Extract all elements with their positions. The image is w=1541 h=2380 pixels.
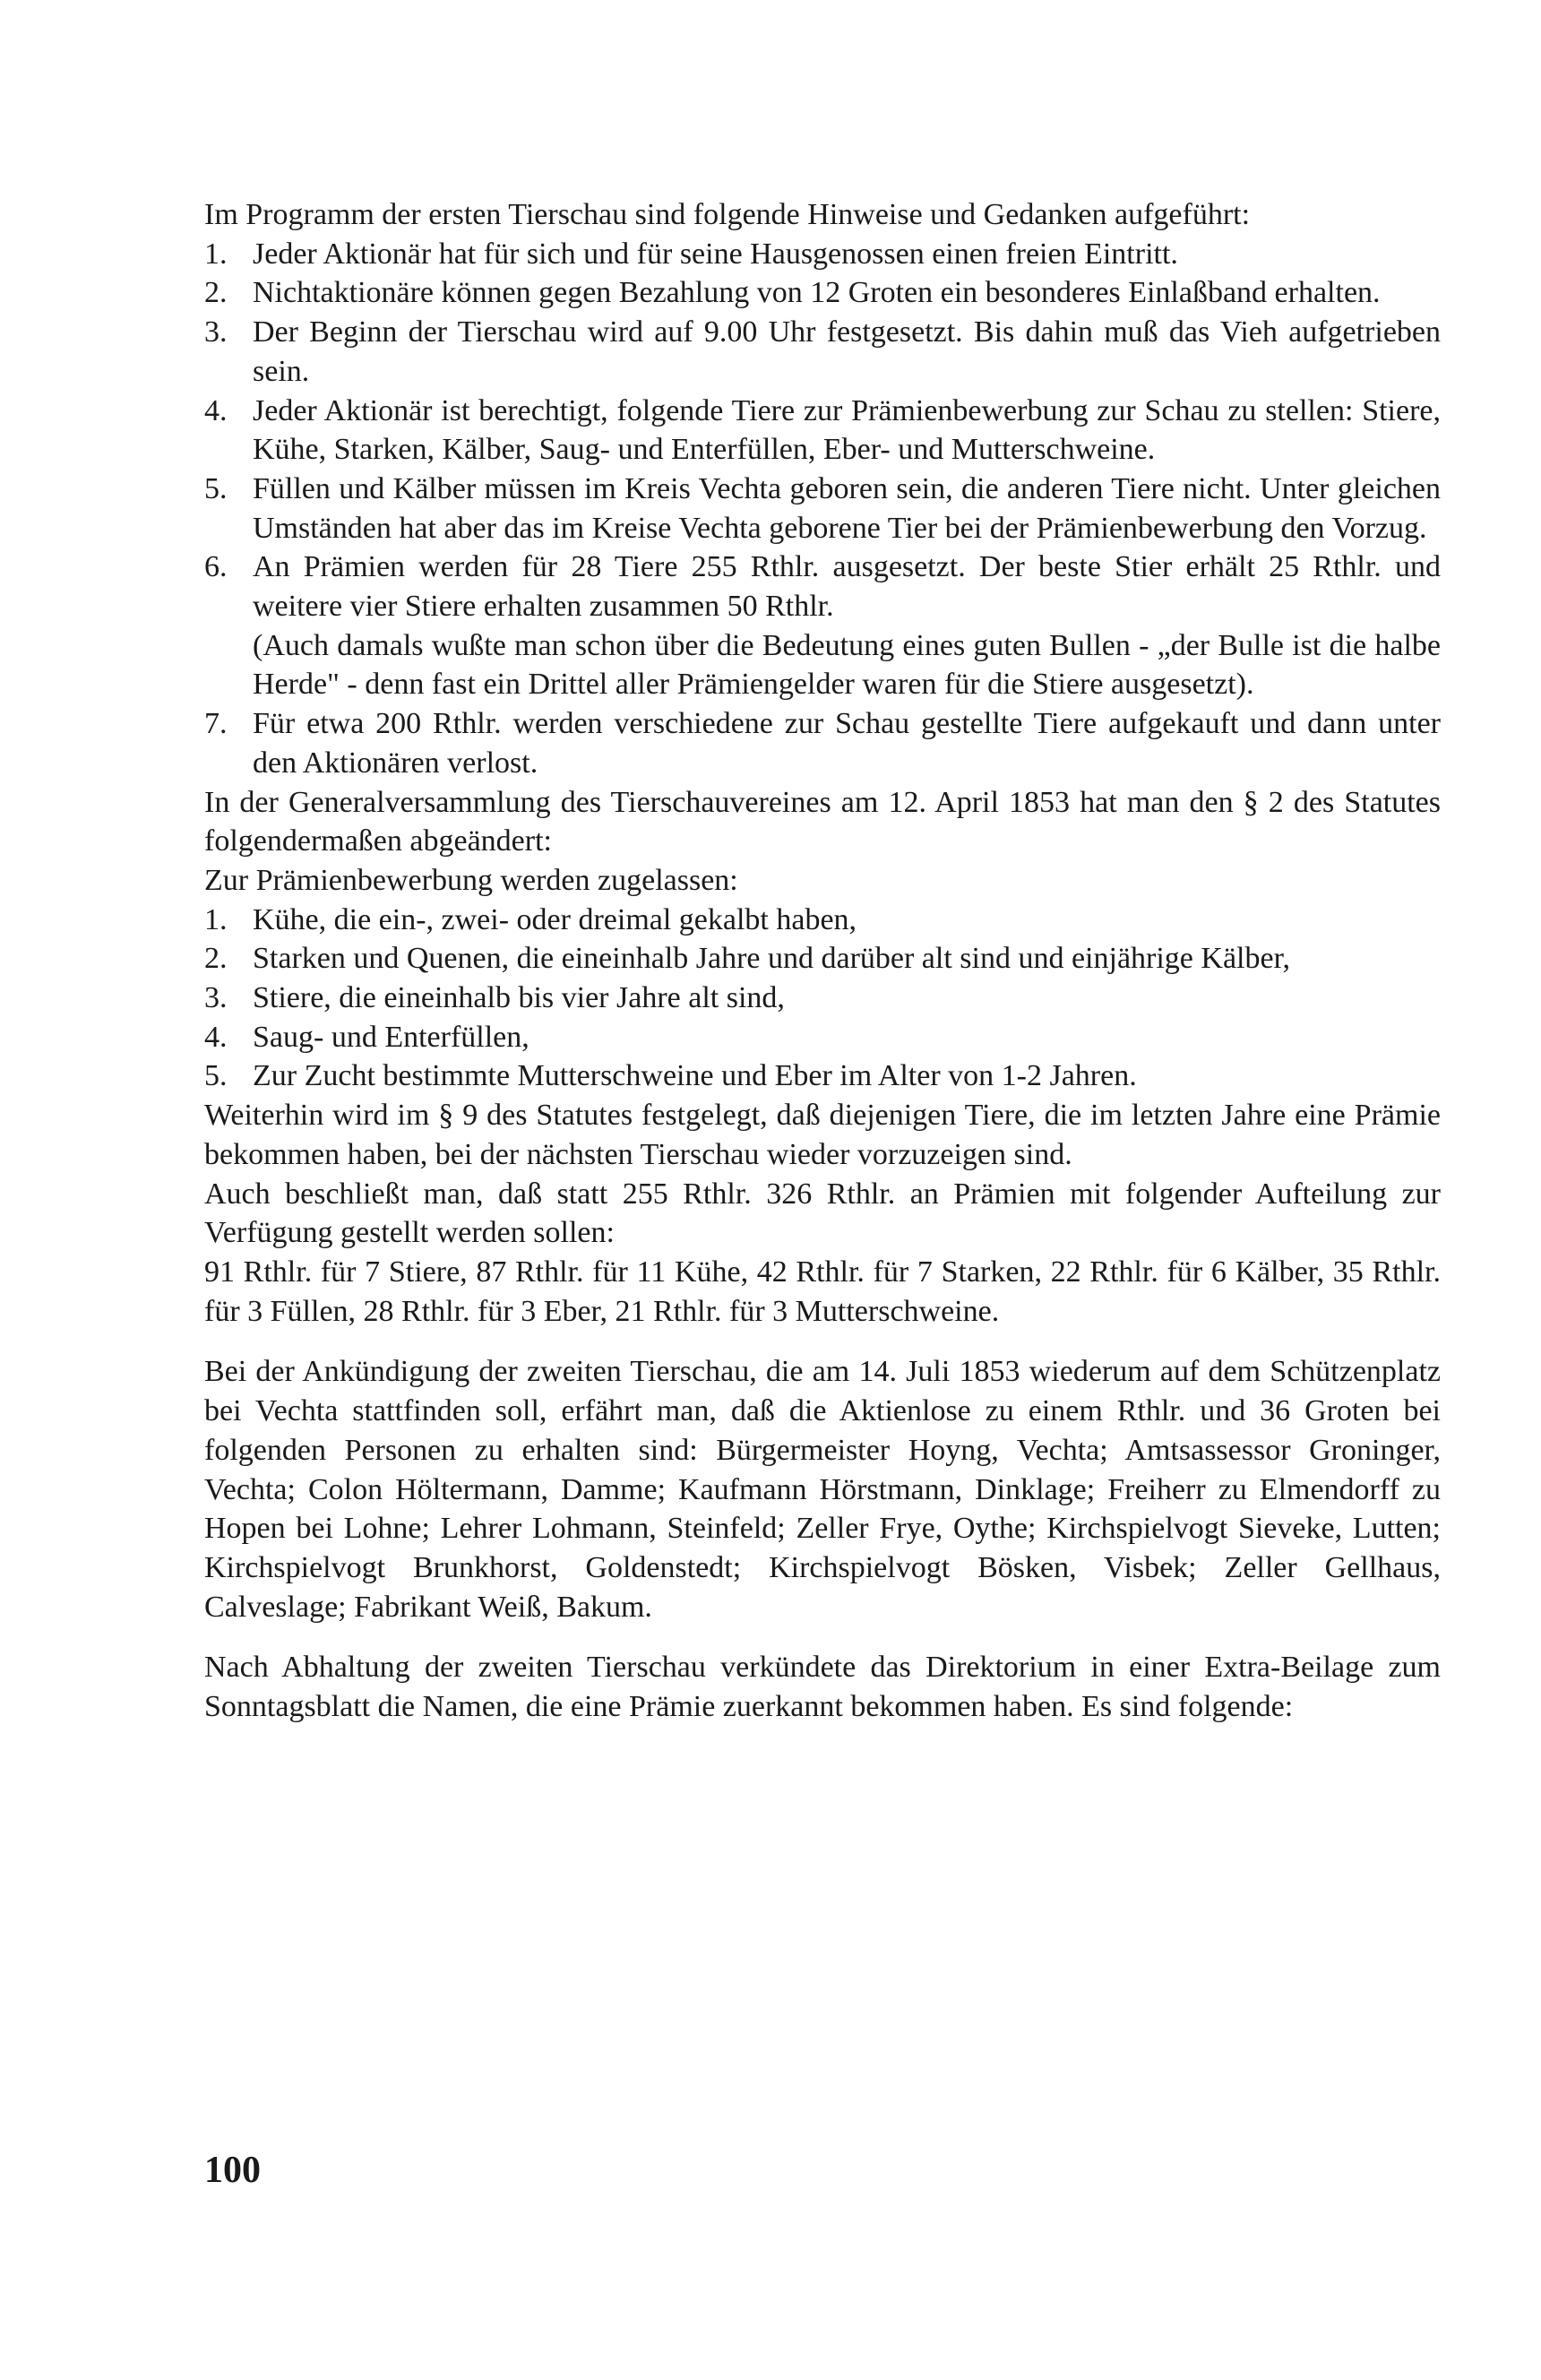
list-item — [204, 392, 1441, 470]
list-item — [204, 235, 1441, 274]
list-item — [204, 548, 1441, 625]
list-text: Jeder Aktionär ist berechtigt, folgende Tiere zur Prämienbewerbung zur Schau zu stellen: Stiere, Kühe, Starken, Kälber, Saug- und Enterfüllen, Eber- und Mutterschweine. — [253, 393, 1441, 467]
list-text: Nichtaktionäre können gegen Bezahlung von 12 Groten ein besonderes Einlaßband erhalten. — [253, 276, 1381, 310]
list-text: Kühe, die ein-, zwei- oder dreimal gekalbt haben, — [253, 902, 857, 936]
item6-note: (Auch damals wußte man schon über die Bedeutung eines guten Bullen - „der Bulle ist die halbe Herde" - denn fast ein Drittel aller Prämiengelder waren für die Stiere ausgesetzt). — [253, 628, 1441, 702]
list-item — [204, 470, 1441, 548]
list-text: Für etwa 200 Rthlr. werden verschiedene zur Schau gestellte Tiere aufgekauft und dann unter den Aktionären verlost. — [253, 707, 1441, 780]
list-text: Füllen und Kälber müssen im Kreis Vechta geboren sein, die anderen Tiere nicht. Unter gleichen Umständen hat aber das im Kreise Vechta geborene Tier bei der Prämienbewerbung den Vorzug. — [253, 471, 1441, 545]
list-item — [204, 704, 1441, 782]
list-number: 4. — [204, 393, 228, 427]
list-item — [204, 1018, 1441, 1057]
list-text: An Prämien werden für 28 Tiere 255 Rthlr. ausgesetzt. Der beste Stier erhält 25 Rthlr. und weitere vier Stiere erhalten zusammen 50 Rthlr. — [253, 550, 1441, 624]
list-item — [204, 979, 1441, 1018]
list-item — [204, 273, 1441, 313]
second-show-paragraph: Bei der Ankündigung der zweiten Tierschau, die am 14. Juli 1853 wiederum auf dem Schützenplatz bei Vechta stattfinden soll, erfährt man, daß die Aktienlose zu einem Rthlr. und 36 Groten bei folgenden Personen zu erhalten sind: Bürgermeister Hoyng, Vechta; Amtsassessor Groninger, Vechta; Colon Höltermann, Damme; Kaufmann Hörstmann, Dinklage; Freiherr zu Elmendorff zu Hopen bei Lohne; Lehrer Lohmann, Steinfeld; Zeller Frye, Oythe; Kirchspielvogt Sieveke, Lutten; Kirchspielvogt Brunkhorst, Goldenstedt; Kirchspielvogt Bösken, Visbek; Zeller Gellhaus, Calveslage; Fabrikant Weiß, Bakum. — [204, 1355, 1441, 1624]
awards-paragraph: Nach Abhaltung der zweiten Tierschau verkündete das Direktorium in einer Extra-Beilage zum Sonntagsblatt die Namen, die eine Prämie zuerkannt bekommen haben. Es sind folgende: — [204, 1651, 1441, 1724]
list-number: 1. — [204, 902, 228, 936]
section1-intro: Im Programm der ersten Tierschau sind folgende Hinweise und Gedanken aufgeführt: — [204, 198, 1251, 231]
list-number: 4. — [204, 1020, 228, 1054]
prize-breakdown-paragraph: 91 Rthlr. für 7 Stiere, 87 Rthlr. für 11 Kühe, 42 Rthlr. für 7 Starken, 22 Rthlr. für 6 Kälber, 35 Rthlr. für 3 Füllen, 28 Rthlr. für 3 Eber, 21 Rthlr. für 3 Mutterschweine. — [204, 1255, 1441, 1328]
list-number: 1. — [204, 237, 228, 271]
first-show-rules-list-cont — [204, 704, 1441, 782]
admitted-animals-list — [204, 901, 1441, 1097]
page-number: 100 — [204, 2150, 261, 2191]
list-item — [204, 313, 1441, 391]
list-text: Jeder Aktionär hat für sich und für seine Hausgenossen einen freien Eintritt. — [253, 237, 1178, 271]
section2-intro: In der Generalversammlung des Tierschauvereines am 12. April 1853 hat man den § 2 des Statutes folgendermaßen abgeändert: — [204, 785, 1441, 858]
list-number: 2. — [204, 942, 228, 976]
list-item — [204, 1056, 1441, 1096]
list-text: Starken und Quenen, die eineinhalb Jahre und darüber alt sind und einjährige Kälber, — [253, 942, 1291, 976]
list-number: 2. — [204, 276, 228, 310]
list-text: Saug- und Enterfüllen, — [253, 1020, 529, 1054]
list-text: Der Beginn der Tierschau wird auf 9.00 Uhr festgesetzt. Bis dahin muß das Vieh aufgetrieben sein. — [253, 315, 1441, 388]
list-number: 5. — [204, 471, 228, 505]
first-show-rules-list — [204, 235, 1441, 626]
list-number: 3. — [204, 315, 228, 349]
list-item — [204, 939, 1441, 979]
page-body — [204, 195, 1441, 1727]
statute9-paragraph: Weiterhin wird im § 9 des Statutes festgelegt, daß diejenigen Tiere, die im letzten Jahre eine Prämie bekommen haben, bei der nächsten Tierschau wieder vorzuzeigen sind. — [204, 1099, 1441, 1171]
list-number: 6. — [204, 550, 228, 584]
list-number: 3. — [204, 981, 228, 1015]
list-item — [204, 901, 1441, 940]
section2-subintro: Zur Prämienbewerbung werden zugelassen: — [204, 863, 738, 897]
list-number: 5. — [204, 1059, 228, 1093]
list-number: 7. — [204, 707, 228, 741]
list-text: Stiere, die eineinhalb bis vier Jahre alt sind, — [253, 981, 785, 1015]
prizes-paragraph: Auch beschließt man, daß statt 255 Rthlr. 326 Rthlr. an Prämien mit folgender Aufteilung zur Verfügung gestellt werden sollen: — [204, 1177, 1441, 1250]
list-text: Zur Zucht bestimmte Mutterschweine und Eber im Alter von 1-2 Jahren. — [253, 1059, 1137, 1093]
